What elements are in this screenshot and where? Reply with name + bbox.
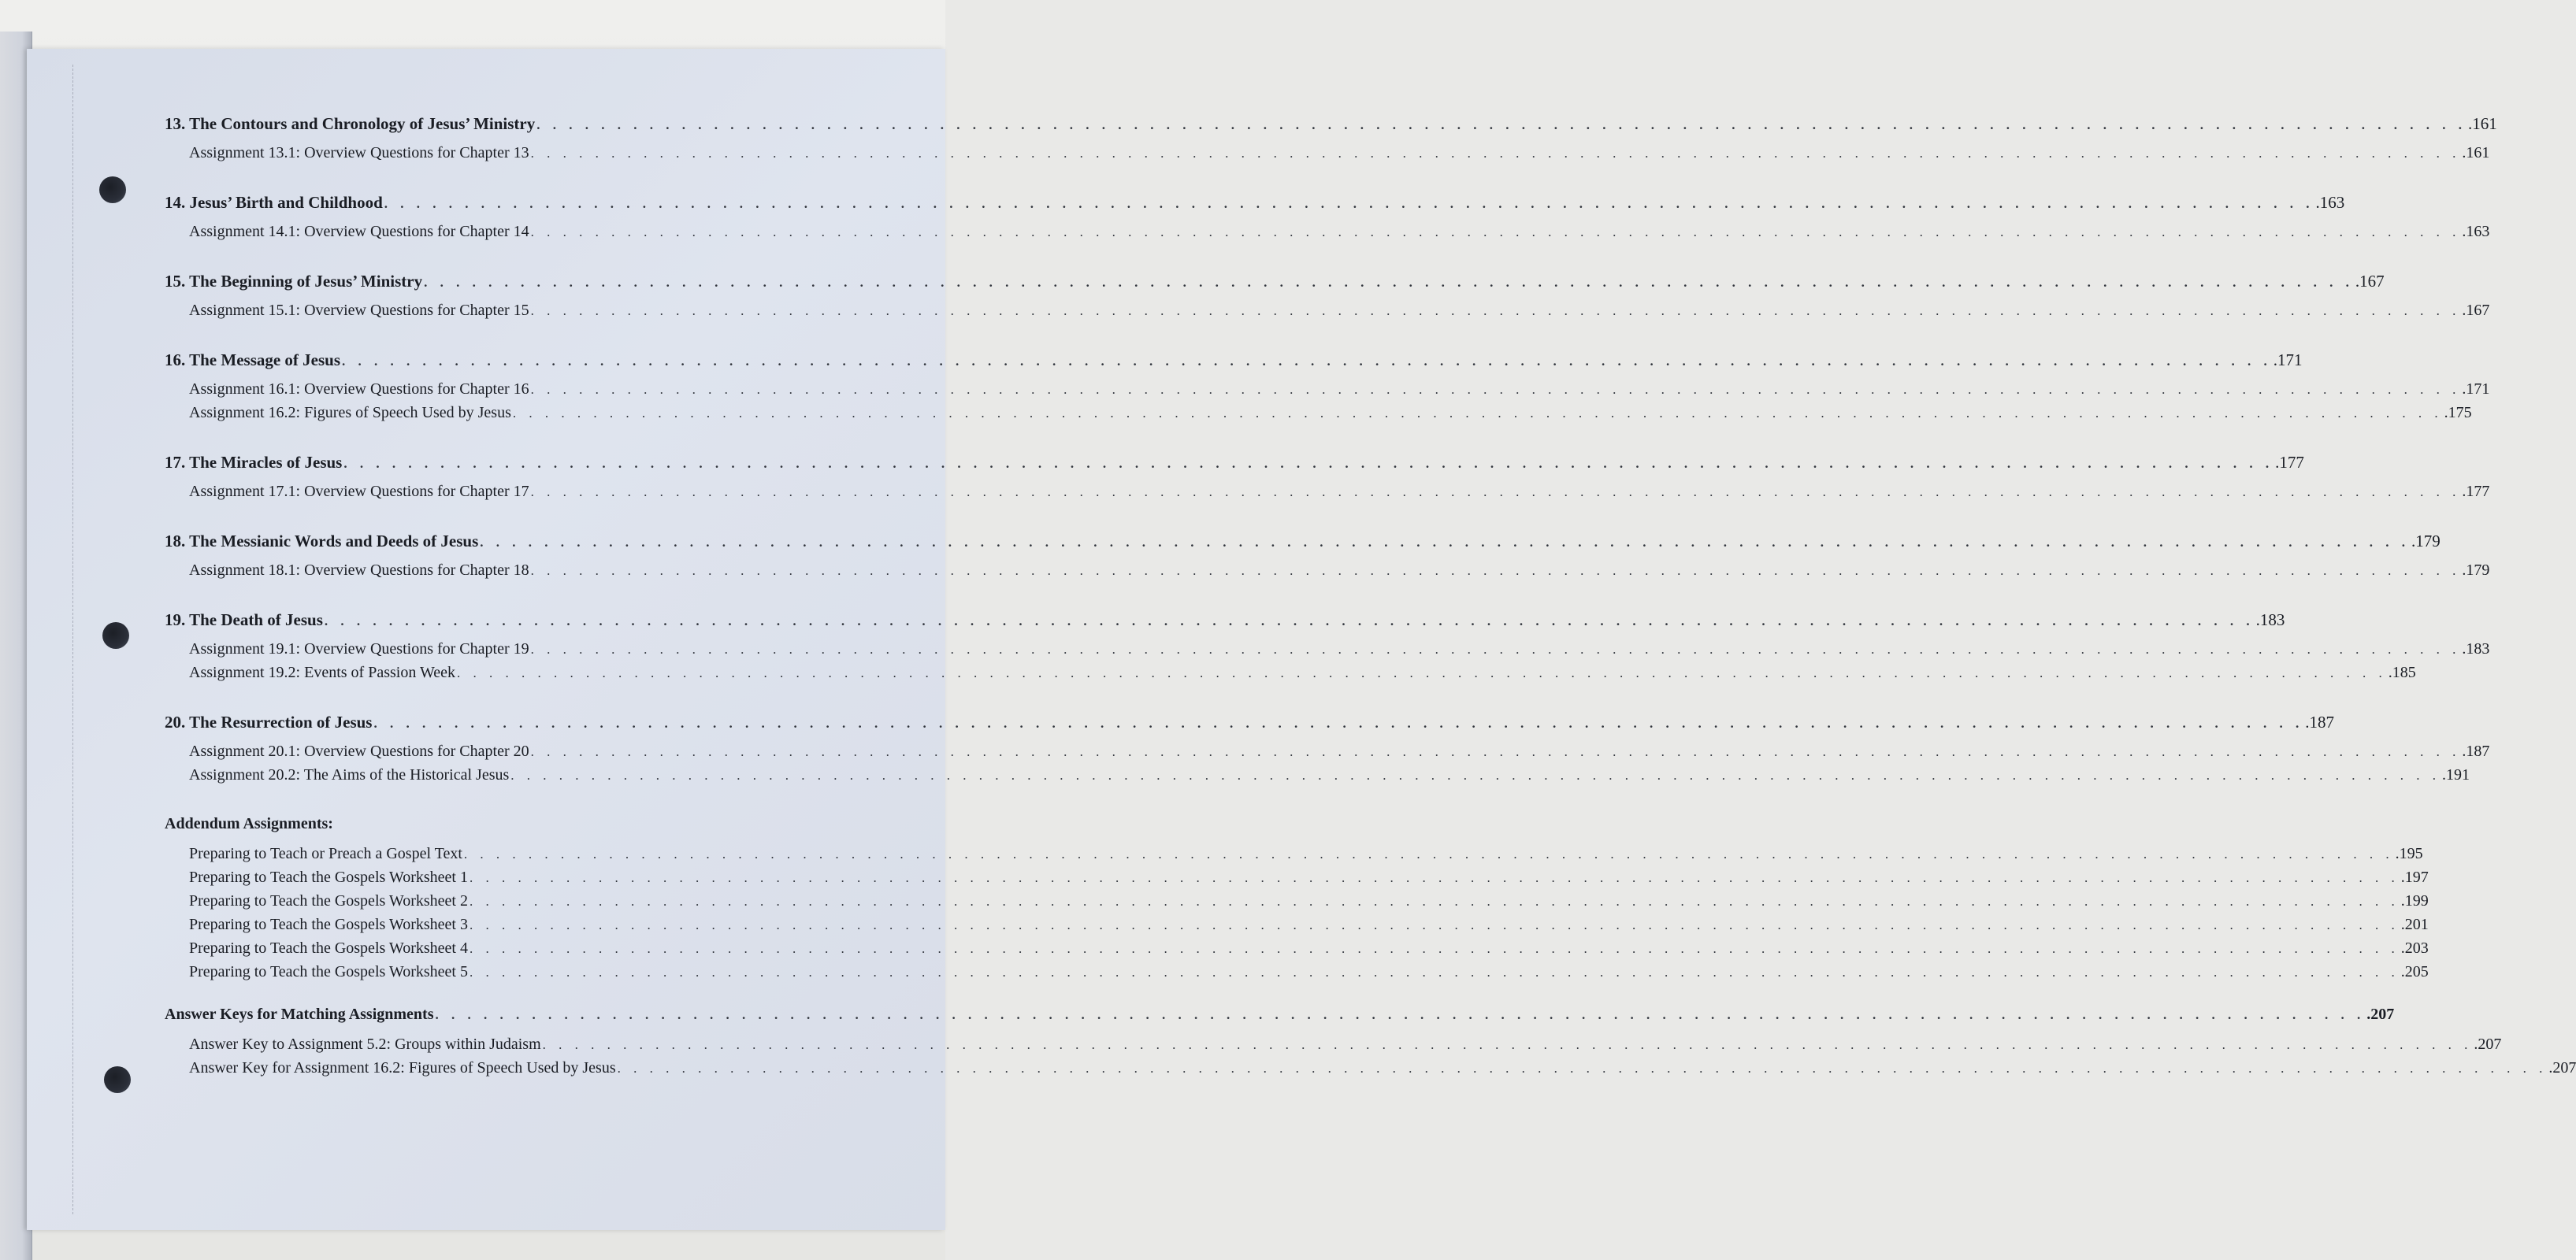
dot-leader: . . . . . . . . . . . . . . . . . . . . . . . . . . . . . . . . . . . . . . . . . . . . . . . . . . . . . . . . . . . . . . . . . . . . . . . . . . . . . . . . . . . . . . . . . . . . . . . . . . . . . . . . . . . . . . . . . . . . . . . . — [469, 965, 2400, 980]
spacer — [165, 1029, 872, 1036]
assignment-entry-page-number: .191 — [2442, 766, 2470, 784]
assignment-entry-page-number: .177 — [2462, 483, 2490, 500]
binder-hole-top — [99, 176, 126, 203]
assignment-entry-title: Assignment 15.1: Overview Questions for Chapter 15 — [189, 302, 529, 319]
assignment-entry-title: Assignment 16.1: Overview Questions for Chapter 16 — [189, 380, 529, 398]
spacer — [165, 325, 872, 350]
spacer — [165, 634, 872, 640]
dot-leader: . . . . . . . . . . . . . . . . . . . . . . . . . . . . . . . . . . . . . . . . . . . . . . . . . . . . . . . . . . . . . . . . . . . . . . . . . . . . . . . . . . . . . . . . . . . . . . . . . . . . . . . . . . . . . . . . . . . . . . . . — [542, 1037, 2473, 1052]
assignment-entry[interactable] — [165, 404, 2472, 428]
spacer — [165, 585, 872, 610]
table-of-contents — [165, 114, 2576, 1083]
addendum-entry[interactable] — [165, 916, 2429, 939]
chapter-entry-page-number: .167 — [2355, 272, 2385, 291]
addendum-entry[interactable] — [165, 869, 2429, 892]
chapter-entry[interactable] — [165, 532, 2441, 555]
dot-leader: . . . . . . . . . . . . . . . . . . . . . . . . . . . . . . . . . . . . . . . . . . . . . . . . . . . . . . . . . . . . . . . . . . . . . . . . . . . . . . . . . . . . . . . . . . . . . . . . . . . . . . . . . . . . . . . . . . . . . . . . — [480, 535, 2411, 550]
addendum-entry-page-number: .203 — [2400, 939, 2429, 957]
dot-leader: . . . . . . . . . . . . . . . . . . . . . . . . . . . . . . . . . . . . . . . . . . . . . . . . . . . . . . . . . . . . . . . . . . . . . . . . . . . . . . . . . . . . . . . . . . . . . . . . . . . . . . . . . . . . . . . . . . . . . . . . — [324, 613, 2255, 628]
addendum-entry-title: Preparing to Teach the Gospels Worksheet 4 — [189, 939, 468, 957]
chapter-entry-page-number: .179 — [2411, 532, 2441, 550]
dot-leader: . . . . . . . . . . . . . . . . . . . . . . . . . . . . . . . . . . . . . . . . . . . . . . . . . . . . . . . . . . . . . . . . . . . . . . . . . . . . . . . . . . . . . . . . . . . . . . . . . . . . . . . . . . . . . . . . . . . . . . . . — [530, 382, 2461, 397]
dot-leader: . . . . . . . . . . . . . . . . . . . . . . . . . . . . . . . . . . . . . . . . . . . . . . . . . . . . . . . . . . . . . . . . . . . . . . . . . . . . . . . . . . . . . . . . . . . . . . . . . . . . . . . . . . . . . . . . . . . . . . . . — [469, 941, 2400, 956]
dot-leader: . . . . . . . . . . . . . . . . . . . . . . . . . . . . . . . . . . . . . . . . . . . . . . . . . . . . . . . . . . . . . . . . . . . . . . . . . . . . . . . . . . . . . . . . . . . . . . . . . . . . . . . . . . . . . . . . . . . . . . . . — [617, 1061, 2548, 1076]
assignment-entry[interactable] — [165, 561, 2490, 585]
dot-leader: . . . . . . . . . . . . . . . . . . . . . . . . . . . . . . . . . . . . . . . . . . . . . . . . . . . . . . . . . . . . . . . . . . . . . . . . . . . . . . . . . . . . . . . . . . . . . . . . . . . . . . . . . . . . . . . . . . . . . . . . — [512, 406, 2443, 421]
chapter-entry[interactable] — [165, 193, 2345, 217]
chapter-entry[interactable] — [165, 453, 2304, 476]
addendum-entry-title: Preparing to Teach the Gospels Worksheet 3 — [189, 916, 468, 933]
assignment-entry-page-number: .167 — [2462, 302, 2490, 319]
chapter-entry-title: 19. The Death of Jesus — [165, 610, 323, 629]
addendum-entry-page-number: .201 — [2400, 916, 2429, 933]
chapter-entry-page-number: .187 — [2305, 713, 2334, 732]
assignment-entry-page-number: .185 — [2388, 664, 2416, 681]
chapter-entry-title: 15. The Beginning of Jesus’ Ministry — [165, 272, 423, 291]
addendum-entry[interactable] — [165, 845, 2423, 869]
dot-leader: . . . . . . . . . . . . . . . . . . . . . . . . . . . . . . . . . . . . . . . . . . . . . . . . . . . . . . . . . . . . . . . . . . . . . . . . . . . . . . . . . . . . . . . . . . . . . . . . . . . . . . . . . . . . . . . . . . . . . . . . — [530, 642, 2461, 657]
spacer — [165, 987, 872, 1006]
chapter-entry-title: 18. The Messianic Words and Deeds of Jesus — [165, 532, 479, 550]
assignment-entry[interactable] — [165, 664, 2416, 687]
assignment-entry-page-number: .171 — [2462, 380, 2490, 398]
assignment-entry-title: Assignment 14.1: Overview Questions for Chapter 14 — [189, 223, 529, 240]
chapter-entry-page-number: .161 — [2467, 114, 2497, 133]
addendum-entry-page-number: .197 — [2400, 869, 2429, 886]
spacer — [165, 217, 872, 223]
answer-key-entry-page-number: .207 — [2474, 1036, 2502, 1053]
spacer — [165, 138, 872, 144]
answer-keys-heading[interactable] — [165, 1006, 2395, 1029]
assignment-entry-title: Assignment 16.2: Figures of Speech Used by Jesus — [189, 404, 511, 421]
assignment-entry-title: Assignment 19.1: Overview Questions for Chapter 19 — [189, 640, 529, 658]
assignment-entry-title: Assignment 20.2: The Aims of the Historical Jesus — [189, 766, 510, 784]
addendum-heading-title: Addendum Assignments: — [165, 815, 333, 832]
binder-hole-bottom — [104, 1066, 131, 1093]
spacer — [165, 790, 872, 815]
chapter-entry[interactable] — [165, 610, 2285, 634]
assignment-entry-page-number: .161 — [2462, 144, 2490, 161]
chapter-entry-title: 20. The Resurrection of Jesus — [165, 713, 373, 732]
assignment-entry[interactable] — [165, 640, 2490, 664]
dot-leader: . . . . . . . . . . . . . . . . . . . . . . . . . . . . . . . . . . . . . . . . . . . . . . . . . . . . . . . . . . . . . . . . . . . . . . . . . . . . . . . . . . . . . . . . . . . . . . . . . . . . . . . . . . . . . . . . . . . . . . . . — [435, 1007, 2366, 1022]
chapter-entry-page-number: .183 — [2255, 610, 2285, 629]
spacer — [165, 506, 872, 532]
answer-key-entry[interactable] — [165, 1059, 2576, 1083]
dot-leader: . . . . . . . . . . . . . . . . . . . . . . . . . . . . . . . . . . . . . . . . . . . . . . . . . . . . . . . . . . . . . . . . . . . . . . . . . . . . . . . . . . . . . . . . . . . . . . . . . . . . . . . . . . . . . . . . . . . . . . . . — [342, 354, 2272, 369]
assignment-entry-page-number: .179 — [2462, 561, 2490, 579]
answer-key-entry-title: Answer Key for Assignment 16.2: Figures of Speech Used by Jesus — [189, 1059, 616, 1077]
spacer — [165, 428, 872, 453]
answer-key-entry[interactable] — [165, 1036, 2502, 1059]
answer-keys-heading-title: Answer Keys for Matching Assignments — [165, 1006, 434, 1023]
dot-leader: . . . . . . . . . . . . . . . . . . . . . . . . . . . . . . . . . . . . . . . . . . . . . . . . . . . . . . . . . . . . . . . . . . . . . . . . . . . . . . . . . . . . . . . . . . . . . . . . . . . . . . . . . . . . . . . . . . . . . . . . — [530, 224, 2461, 239]
assignment-entry[interactable] — [165, 380, 2490, 404]
dot-leader: . . . . . . . . . . . . . . . . . . . . . . . . . . . . . . . . . . . . . . . . . . . . . . . . . . . . . . . . . . . . . . . . . . . . . . . . . . . . . . . . . . . . . . . . . . . . . . . . . . . . . . . . . . . . . . . . . . . . . . . . — [384, 196, 2314, 211]
spacer — [165, 374, 872, 380]
dot-leader: . . . . . . . . . . . . . . . . . . . . . . . . . . . . . . . . . . . . . . . . . . . . . . . . . . . . . . . . . . . . . . . . . . . . . . . . . . . . . . . . . . . . . . . . . . . . . . . . . . . . . . . . . . . . . . . . . . . . . . . . — [530, 303, 2461, 318]
spacer — [165, 295, 872, 302]
addendum-heading[interactable] — [165, 815, 872, 839]
dot-leader: . . . . . . . . . . . . . . . . . . . . . . . . . . . . . . . . . . . . . . . . . . . . . . . . . . . . . . . . . . . . . . . . . . . . . . . . . . . . . . . . . . . . . . . . . . . . . . . . . . . . . . . . . . . . . . . . . . . . . . . . — [530, 744, 2461, 759]
dot-leader: . . . . . . . . . . . . . . . . . . . . . . . . . . . . . . . . . . . . . . . . . . . . . . . . . . . . . . . . . . . . . . . . . . . . . . . . . . . . . . . . . . . . . . . . . . . . . . . . . . . . . . . . . . . . . . . . . . . . . . . . — [469, 870, 2400, 885]
assignment-entry-page-number: .175 — [2444, 404, 2472, 421]
assignment-entry-page-number: .163 — [2462, 223, 2490, 240]
chapter-entry[interactable] — [165, 350, 2303, 374]
addendum-entry-page-number: .205 — [2400, 963, 2429, 980]
assignment-entry-page-number: .183 — [2462, 640, 2490, 658]
chapter-entry-title: 16. The Message of Jesus — [165, 350, 341, 369]
addendum-entry-page-number: .195 — [2395, 845, 2423, 862]
chapter-entry-page-number: .171 — [2273, 350, 2303, 369]
assignment-entry-title: Assignment 19.2: Events of Passion Week — [189, 664, 455, 681]
perforation-line — [72, 65, 73, 1214]
chapter-entry-page-number: .177 — [2275, 453, 2304, 472]
chapter-entry-page-number: .163 — [2315, 193, 2345, 212]
assignment-entry-title: Assignment 13.1: Overview Questions for Chapter 13 — [189, 144, 529, 161]
addendum-entry[interactable] — [165, 939, 2429, 963]
assignment-entry[interactable] — [165, 743, 2490, 766]
dot-leader: . . . . . . . . . . . . . . . . . . . . . . . . . . . . . . . . . . . . . . . . . . . . . . . . . . . . . . . . . . . . . . . . . . . . . . . . . . . . . . . . . . . . . . . . . . . . . . . . . . . . . . . . . . . . . . . . . . . . . . . . — [536, 117, 2467, 132]
chapter-entry[interactable] — [165, 713, 2334, 736]
assignment-entry[interactable] — [165, 483, 2490, 506]
spacer — [165, 476, 872, 483]
dot-leader: . . . . . . . . . . . . . . . . . . . . . . . . . . . . . . . . . . . . . . . . . . . . . . . . . . . . . . . . . . . . . . . . . . . . . . . . . . . . . . . . . . . . . . . . . . . . . . . . . . . . . . . . . . . . . . . . . . . . . . . . — [457, 665, 2387, 680]
addendum-entry-title: Preparing to Teach the Gospels Worksheet 1 — [189, 869, 468, 886]
assignment-entry-page-number: .187 — [2462, 743, 2490, 760]
dot-leader: . . . . . . . . . . . . . . . . . . . . . . . . . . . . . . . . . . . . . . . . . . . . . . . . . . . . . . . . . . . . . . . . . . . . . . . . . . . . . . . . . . . . . . . . . . . . . . . . . . . . . . . . . . . . . . . . . . . . . . . . — [373, 716, 2304, 731]
assignment-entry-title: Assignment 20.1: Overview Questions for Chapter 20 — [189, 743, 529, 760]
dot-leader: . . . . . . . . . . . . . . . . . . . . . . . . . . . . . . . . . . . . . . . . . . . . . . . . . . . . . . . . . . . . . . . . . . . . . . . . . . . . . . . . . . . . . . . . . . . . . . . . . . . . . . . . . . . . . . . . . . . . . . . . — [530, 563, 2461, 578]
spacer — [165, 687, 872, 713]
dot-leader: . . . . . . . . . . . . . . . . . . . . . . . . . . . . . . . . . . . . . . . . . . . . . . . . . . . . . . . . . . . . . . . . . . . . . . . . . . . . . . . . . . . . . . . . . . . . . . . . . . . . . . . . . . . . . . . . . . . . . . . . — [530, 146, 2461, 161]
dot-leader: . . . . . . . . . . . . . . . . . . . . . . . . . . . . . . . . . . . . . . . . . . . . . . . . . . . . . . . . . . . . . . . . . . . . . . . . . . . . . . . . . . . . . . . . . . . . . . . . . . . . . . . . . . . . . . . . . . . . . . . . — [469, 894, 2400, 909]
chapter-entry[interactable] — [165, 114, 2497, 138]
dot-leader: . . . . . . . . . . . . . . . . . . . . . . . . . . . . . . . . . . . . . . . . . . . . . . . . . . . . . . . . . . . . . . . . . . . . . . . . . . . . . . . . . . . . . . . . . . . . . . . . . . . . . . . . . . . . . . . . . . . . . . . . — [343, 456, 2274, 471]
dot-leader: . . . . . . . . . . . . . . . . . . . . . . . . . . . . . . . . . . . . . . . . . . . . . . . . . . . . . . . . . . . . . . . . . . . . . . . . . . . . . . . . . . . . . . . . . . . . . . . . . . . . . . . . . . . . . . . . . . . . . . . . — [469, 917, 2400, 932]
spacer — [165, 555, 872, 561]
assignment-entry[interactable] — [165, 223, 2490, 246]
assignment-entry-title: Assignment 17.1: Overview Questions for Chapter 17 — [189, 483, 529, 500]
spacer — [165, 736, 872, 743]
dot-leader: . . . . . . . . . . . . . . . . . . . . . . . . . . . . . . . . . . . . . . . . . . . . . . . . . . . . . . . . . . . . . . . . . . . . . . . . . . . . . . . . . . . . . . . . . . . . . . . . . . . . . . . . . . . . . . . . . . . . . . . . — [530, 484, 2461, 499]
assignment-entry-title: Assignment 18.1: Overview Questions for Chapter 18 — [189, 561, 529, 579]
assignment-entry[interactable] — [165, 302, 2490, 325]
chapter-entry-title: 17. The Miracles of Jesus — [165, 453, 343, 472]
addendum-entry-title: Preparing to Teach the Gospels Worksheet 5 — [189, 963, 468, 980]
addendum-entry-page-number: .199 — [2400, 892, 2429, 910]
binder-hole-middle — [102, 622, 129, 649]
assignment-entry[interactable] — [165, 144, 2490, 168]
addendum-entry[interactable] — [165, 963, 2429, 987]
dot-leader: . . . . . . . . . . . . . . . . . . . . . . . . . . . . . . . . . . . . . . . . . . . . . . . . . . . . . . . . . . . . . . . . . . . . . . . . . . . . . . . . . . . . . . . . . . . . . . . . . . . . . . . . . . . . . . . . . . . . . . . . — [424, 275, 2354, 290]
answer-keys-heading-page-number: .207 — [2366, 1006, 2395, 1023]
chapter-entry[interactable] — [165, 272, 2385, 295]
answer-key-entry-title: Answer Key to Assignment 5.2: Groups within Judaism — [189, 1036, 541, 1053]
answer-key-entry-page-number: .207 — [2548, 1059, 2576, 1077]
addendum-entry[interactable] — [165, 892, 2429, 916]
chapter-entry-title: 13. The Contours and Chronology of Jesus’ Ministry — [165, 114, 536, 133]
dot-leader: . . . . . . . . . . . . . . . . . . . . . . . . . . . . . . . . . . . . . . . . . . . . . . . . . . . . . . . . . . . . . . . . . . . . . . . . . . . . . . . . . . . . . . . . . . . . . . . . . . . . . . . . . . . . . . . . . . . . . . . . — [510, 768, 2441, 783]
chapter-entry-title: 14. Jesus’ Birth and Childhood — [165, 193, 383, 212]
dot-leader: . . . . . . . . . . . . . . . . . . . . . . . . . . . . . . . . . . . . . . . . . . . . . . . . . . . . . . . . . . . . . . . . . . . . . . . . . . . . . . . . . . . . . . . . . . . . . . . . . . . . . . . . . . . . . . . . . . . . . . . . — [463, 847, 2394, 862]
spacer — [165, 168, 872, 193]
assignment-entry[interactable] — [165, 766, 2470, 790]
spacer — [165, 246, 872, 272]
addendum-entry-title: Preparing to Teach or Preach a Gospel Text — [189, 845, 462, 862]
spacer — [165, 839, 872, 845]
addendum-entry-title: Preparing to Teach the Gospels Worksheet 2 — [189, 892, 468, 910]
